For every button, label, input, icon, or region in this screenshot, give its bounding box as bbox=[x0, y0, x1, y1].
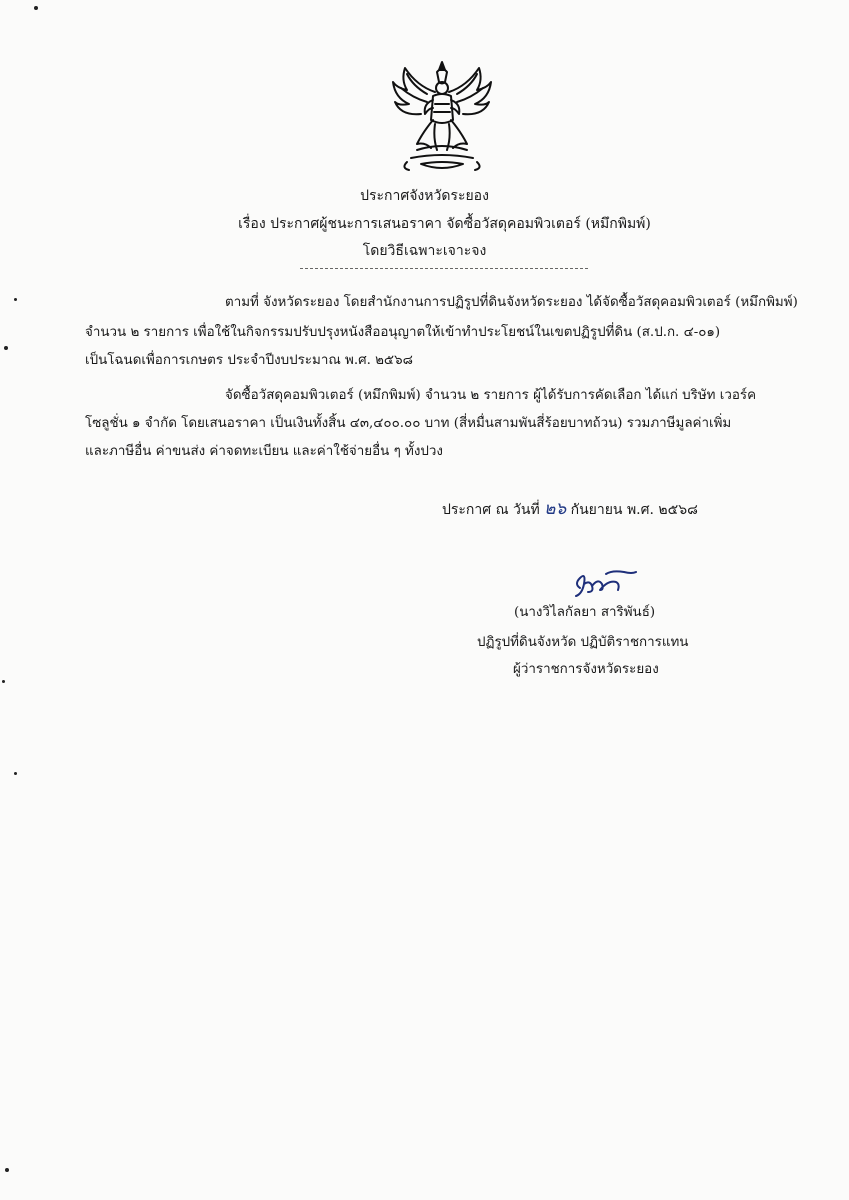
date-suffix: กันยายน พ.ศ. ๒๕๖๘ bbox=[566, 502, 698, 518]
scan-speck bbox=[4, 346, 8, 350]
scan-speck bbox=[14, 772, 17, 775]
signer-position: ปฏิรูปที่ดินจังหวัด ปฏิบัติราชการแทน bbox=[477, 635, 689, 650]
signer-name: (นางวิไลกัลยา สาริพันธ์) bbox=[514, 605, 656, 620]
paragraph-2-line-1: จัดซื้อวัสดุคอมพิวเตอร์ (หมึกพิมพ์) จำนวน ๒ รายการ ผู้ได้รับการคัดเลือก ได้แก่ บริษัท เวอร์ค bbox=[225, 388, 757, 403]
document-authority: ประกาศจังหวัดระยอง bbox=[360, 188, 489, 204]
paragraph-1-line-3: เป็นโฉนดเพื่อการเกษตร ประจำปีงบประมาณ พ.ศ. ๒๕๖๘ bbox=[85, 353, 413, 368]
scan-speck bbox=[5, 1168, 9, 1172]
procurement-method: โดยวิธีเฉพาะเจาะจง bbox=[362, 243, 487, 259]
header-divider bbox=[300, 268, 588, 269]
signer-on-behalf: ผู้ว่าราชการจังหวัดระยอง bbox=[513, 662, 659, 677]
paragraph-2-line-2: โซลูชั่น ๑ จำกัด โดยเสนอราคา เป็นเงินทั้งสิ้น ๔๓,๔๐๐.๐๐ บาท (สี่หมื่นสามพันสี่ร้อยบาทถ้วน) รวมภาษีมูลค่าเพิ่ม bbox=[85, 416, 732, 431]
scan-speck bbox=[34, 6, 38, 10]
garuda-emblem-icon bbox=[387, 58, 497, 176]
scan-speck bbox=[2, 680, 5, 683]
announcement-date bbox=[442, 499, 698, 520]
scan-speck bbox=[14, 298, 17, 301]
signature-icon bbox=[566, 566, 642, 600]
paragraph-1-line-2: จำนวน ๒ รายการ เพื่อใช้ในกิจกรรมปรับปรุงหนังสืออนุญาตให้เข้าทำประโยชน์ในเขตปฏิรูปที่ดิน (ส.ป.ก. ๔-๐๑) bbox=[85, 325, 721, 340]
date-prefix: ประกาศ ณ วันที่ bbox=[442, 502, 545, 518]
document-subject: เรื่อง ประกาศผู้ชนะการเสนอราคา จัดซื้อวัสดุคอมพิวเตอร์ (หมึกพิมพ์) bbox=[238, 216, 651, 232]
paragraph-2-line-3: และภาษีอื่น ค่าขนส่ง ค่าจดทะเบียน และค่าใช้จ่ายอื่น ๆ ทั้งปวง bbox=[85, 444, 443, 459]
date-day-handwritten: ๒๖ bbox=[544, 499, 567, 519]
paragraph-1-line-1: ตามที่ จังหวัดระยอง โดยสำนักงานการปฏิรูปที่ดินจังหวัดระยอง ได้จัดซื้อวัสดุคอมพิวเตอร์ (หมึกพิมพ์) bbox=[225, 295, 798, 310]
